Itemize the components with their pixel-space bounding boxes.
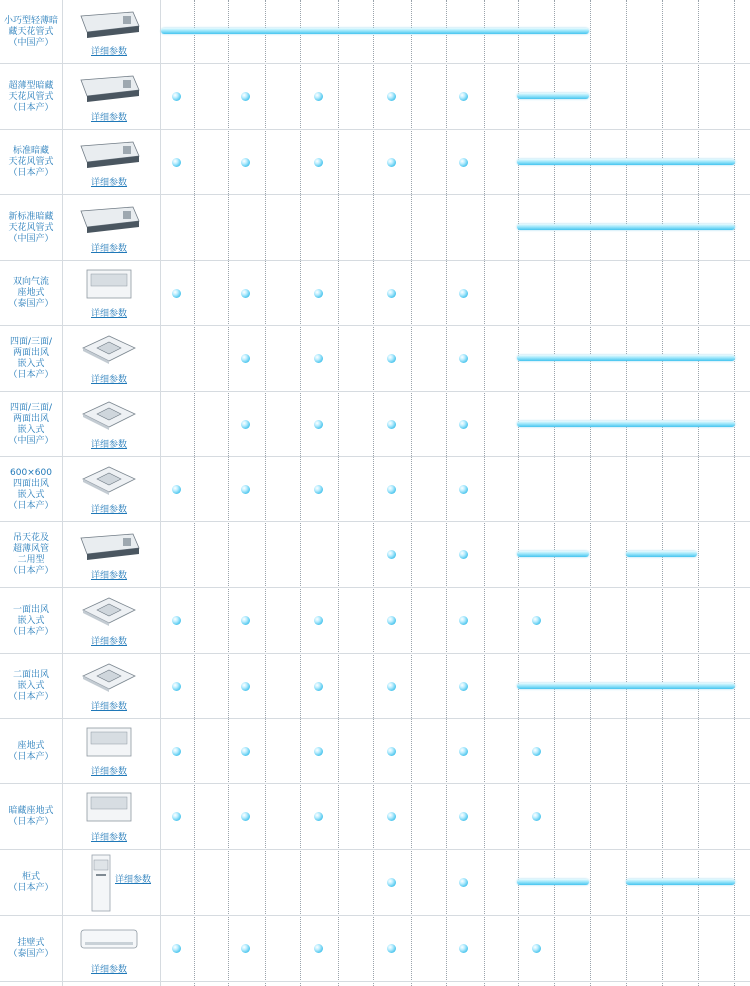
wall-mounted-unit-icon: [77, 922, 141, 956]
availability-range-bar: [517, 93, 589, 99]
concealed-floor-unit-icon: [77, 790, 141, 824]
product-row: [0, 850, 750, 916]
product-row: [0, 916, 750, 982]
product-image-cell: [63, 916, 159, 982]
availability-dot: [387, 878, 396, 887]
availability-dot: [387, 616, 396, 625]
slim-duct-unit-icon: [77, 70, 141, 104]
availability-range-bar: [517, 355, 735, 361]
cassette-unit-icon: [77, 398, 141, 432]
product-name-cell: [0, 195, 62, 261]
product-image-cell: [63, 719, 159, 784]
product-row: [0, 719, 750, 784]
availability-dot: [172, 485, 181, 494]
availability-dot: [314, 485, 323, 494]
availability-dot: [387, 682, 396, 691]
product-name: 四面/三面/ 两面出风 嵌入式 （中国产）: [8, 402, 54, 446]
availability-dot: [387, 485, 396, 494]
product-name: 新标准暗藏 天花风管式 （中国产）: [8, 211, 54, 244]
ceiling-concealed-duct-unit-icon: [77, 6, 141, 40]
product-image-cell: [63, 392, 159, 457]
detail-params-link[interactable]: 详细参数: [91, 47, 128, 57]
product-row: [0, 522, 750, 588]
product-name: 600×600 四面出风 嵌入式 （日本产）: [8, 467, 54, 511]
detail-params-link[interactable]: 详细参数: [115, 875, 152, 885]
availability-dot: [314, 289, 323, 298]
availability-range-bar: [626, 551, 697, 557]
availability-dot: [172, 682, 181, 691]
product-name-cell: [0, 654, 62, 719]
availability-dot: [459, 289, 468, 298]
availability-dot: [459, 485, 468, 494]
availability-dot: [532, 616, 541, 625]
detail-params-link[interactable]: 详细参数: [91, 113, 128, 123]
standard-duct-unit-icon: [77, 136, 141, 170]
availability-dot: [241, 354, 250, 363]
product-name-cell: [0, 261, 62, 326]
product-name: 小巧型轻薄暗 藏天花管式 （中国产）: [3, 15, 58, 48]
availability-dot: [459, 354, 468, 363]
availability-dot: [387, 420, 396, 429]
availability-dot: [459, 747, 468, 756]
product-name-cell: [0, 784, 62, 850]
availability-range-bar: [517, 683, 735, 689]
availability-dot: [241, 289, 250, 298]
availability-dot: [241, 944, 250, 953]
product-row: [0, 326, 750, 392]
product-image-cell: [63, 326, 159, 392]
detail-params-link[interactable]: 详细参数: [91, 833, 128, 843]
product-name: 四面/三面/ 两面出风 嵌入式 （日本产）: [8, 337, 54, 380]
availability-range-bar: [161, 28, 589, 34]
availability-dot: [314, 616, 323, 625]
availability-dot: [172, 944, 181, 953]
availability-dot: [387, 92, 396, 101]
product-image-cell: [63, 64, 159, 130]
detail-params-link[interactable]: 详细参数: [91, 505, 128, 515]
availability-dot: [459, 420, 468, 429]
product-image-cell: [63, 654, 159, 719]
product-name-cell: [0, 522, 62, 588]
new-standard-duct-unit-icon: [77, 201, 141, 235]
availability-dot: [314, 682, 323, 691]
availability-dot: [459, 158, 468, 167]
detail-params-link[interactable]: 详细参数: [91, 244, 128, 254]
detail-params-link[interactable]: 详细参数: [91, 702, 128, 712]
availability-range-bar: [517, 551, 589, 557]
availability-dot: [459, 550, 468, 559]
product-image-cell: [63, 261, 159, 326]
product-row: [0, 654, 750, 719]
product-name-cell: [0, 392, 62, 457]
product-image-cell: [63, 522, 159, 588]
product-row: [0, 392, 750, 457]
availability-range-bar: [517, 159, 735, 165]
availability-dot: [241, 616, 250, 625]
availability-dot: [314, 158, 323, 167]
product-name: 暗藏座地式 （日本产）: [8, 806, 54, 827]
product-name-cell: [0, 326, 62, 392]
availability-dot: [459, 944, 468, 953]
product-name-cell: [0, 916, 62, 982]
detail-params-link[interactable]: 详细参数: [91, 309, 128, 319]
product-row: [0, 64, 750, 130]
availability-range-bar: [517, 421, 735, 427]
availability-dot: [241, 158, 250, 167]
product-name: 挂壁式 （泰国产）: [8, 938, 54, 959]
detail-params-link[interactable]: 详细参数: [91, 178, 128, 188]
product-name: 标准暗藏 天花风管式 （日本产）: [8, 146, 54, 178]
availability-dot: [314, 354, 323, 363]
product-name: 吊天花及 超薄风管 二用型 （日本产）: [8, 533, 54, 576]
detail-params-link[interactable]: 详细参数: [91, 375, 128, 385]
product-image-cell: [63, 850, 159, 916]
cabinet-unit-icon: [91, 854, 111, 912]
availability-dot: [532, 944, 541, 953]
availability-dot: [387, 550, 396, 559]
detail-params-link[interactable]: 详细参数: [91, 637, 128, 647]
detail-params-link[interactable]: 详细参数: [91, 440, 128, 450]
product-name-cell: [0, 0, 62, 64]
product-name: 座地式 （日本产）: [8, 740, 54, 762]
product-name-cell: [0, 588, 62, 654]
product-name: 双向气流 座地式 （泰国产）: [8, 277, 54, 309]
availability-range-bar: [517, 224, 735, 230]
availability-dot: [314, 92, 323, 101]
availability-dot: [459, 616, 468, 625]
product-row: [0, 261, 750, 326]
product-row: [0, 588, 750, 654]
product-image-cell: [63, 588, 159, 654]
product-image-cell: [63, 784, 159, 850]
availability-dot: [459, 812, 468, 821]
availability-dot: [172, 812, 181, 821]
product-name: 二面出风 嵌入式 （日本产）: [8, 670, 54, 702]
availability-dot: [387, 944, 396, 953]
availability-dot: [387, 747, 396, 756]
detail-params-link[interactable]: 详细参数: [91, 767, 128, 777]
ceiling-suspended-unit-icon: [77, 528, 141, 562]
product-name: 超薄型暗藏 天花风管式 （日本产）: [8, 80, 54, 113]
product-image-cell: [63, 457, 159, 522]
product-name-cell: [0, 457, 62, 522]
product-name-cell: [0, 130, 62, 195]
floor-unit-icon: [77, 725, 141, 759]
product-row: [0, 457, 750, 522]
availability-dot: [172, 158, 181, 167]
product-name-cell: [0, 719, 62, 784]
two-way-cassette-unit-icon: [77, 660, 141, 694]
availability-dot: [387, 354, 396, 363]
availability-dot: [314, 812, 323, 821]
availability-dot: [532, 747, 541, 756]
availability-dot: [459, 878, 468, 887]
product-name-cell: [0, 850, 62, 916]
availability-dot: [532, 812, 541, 821]
product-row: [0, 784, 750, 850]
availability-range-bar: [517, 879, 589, 885]
product-name: 柜式 （日本产）: [8, 872, 54, 893]
availability-dot: [172, 616, 181, 625]
product-row: [0, 130, 750, 195]
availability-dot: [241, 485, 250, 494]
availability-dot: [314, 747, 323, 756]
compact-cassette-unit-icon: [77, 463, 141, 497]
availability-dot: [241, 812, 250, 821]
detail-params-link[interactable]: 详细参数: [91, 965, 128, 975]
availability-dot: [314, 944, 323, 953]
product-name: 一面出风 嵌入式 （日本产）: [8, 604, 54, 637]
availability-dot: [172, 747, 181, 756]
product-name-cell: [0, 64, 62, 130]
product-image-cell: [63, 130, 159, 195]
availability-dot: [387, 289, 396, 298]
detail-params-link[interactable]: 详细参数: [91, 571, 128, 581]
floor-standing-unit-icon: [77, 267, 141, 301]
product-row: [0, 0, 750, 64]
availability-dot: [241, 420, 250, 429]
availability-dot: [314, 420, 323, 429]
availability-dot: [241, 92, 250, 101]
availability-dot: [172, 92, 181, 101]
product-row: [0, 195, 750, 261]
availability-dot: [241, 682, 250, 691]
one-way-cassette-unit-icon: [77, 594, 141, 628]
availability-dot: [241, 747, 250, 756]
availability-dot: [459, 92, 468, 101]
product-image-cell: [63, 195, 159, 261]
availability-dot: [172, 289, 181, 298]
availability-range-bar: [626, 879, 735, 885]
cassette-unit-icon: [77, 332, 141, 366]
availability-dot: [387, 812, 396, 821]
product-image-cell: [63, 0, 159, 64]
availability-dot: [387, 158, 396, 167]
availability-dot: [459, 682, 468, 691]
